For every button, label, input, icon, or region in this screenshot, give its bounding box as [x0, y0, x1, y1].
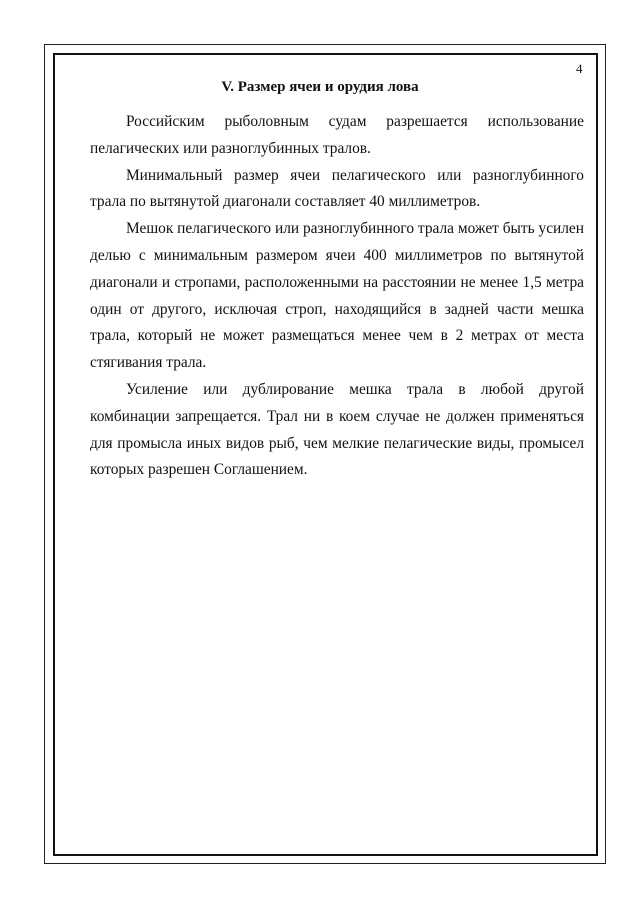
paragraph-minimum-mesh-size: Минимальный размер ячеи пелагического или разноглубинного трала по вытянутой диагонали составляет 40 миллиметров. [90, 166, 584, 211]
section-heading: V. Размер ячеи и орудия лова [221, 79, 419, 95]
paragraph-codend-reinforcement: Мешок пелагического или разноглубинного трала может быть усилен делью с минимальным размером ячеи 400 миллиметров по вытянутой диагонали и стропами, расположенными на расстоянии не менее 1,5 метра один от другого, исключая строп, находящийся в задней части мешка трала, который не может размещаться менее чем в 2 метрах от места стягивания трала. [90, 220, 585, 372]
paragraph-allowed-trawls: Российским рыболовным судам разрешается использование пелагических или разноглубинных тралов. [90, 113, 584, 157]
document-body [90, 109, 584, 484]
paragraph-prohibitions: Усиление или дублирование мешка трала в любой другой комбинации запрещается. Трал ни в коем случае не должен применяться для промысла иных видов рыб, чем мелкие пелагические виды, промысел которых разрешен Соглашением. [90, 380, 584, 479]
page-number: 4 [576, 61, 583, 76]
